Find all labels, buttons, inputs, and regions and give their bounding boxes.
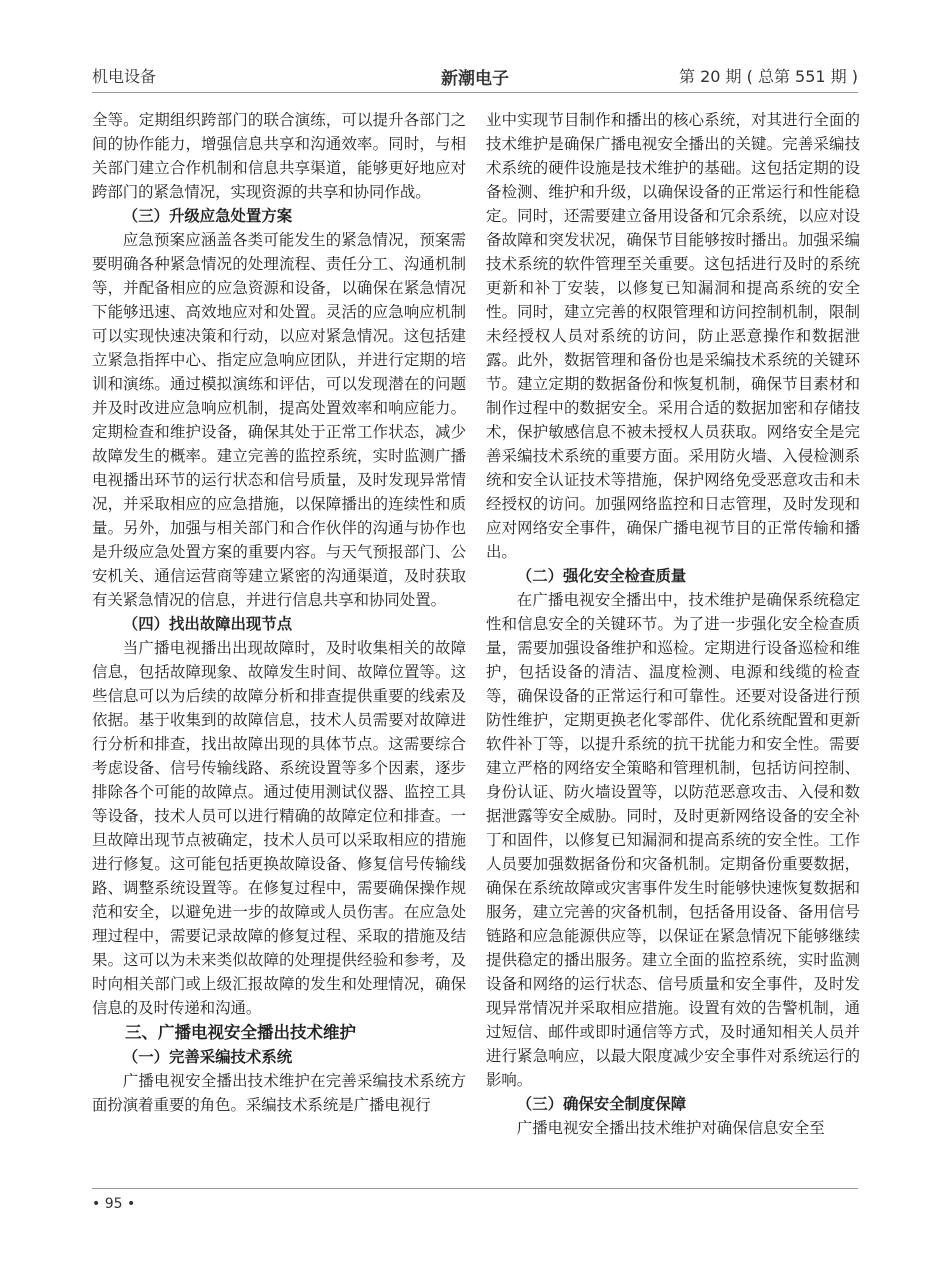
paragraph: 当广播电视播出出现故障时，及时收集相关的故障信息，包括故障现象、故障发生时间、故障位置等。这些信息可以为后续的故障分析和排查提供重要的线索及依据。基于收集到的故障信息，技术人员需要对故障进行分析和排查，找出故障出现的具体节点。这需要综合考虑设备、信号传输线路、系统设置等多个因素，逐步排除各个可能的故障点。通过使用测试仪器、监控工具等设备，技术人员可以进行精确的故障定位和排查。一旦故障出现节点被确定，技术人员可以采取相应的措施进行修复。这可能包括更换故障设备、修复信号传输线路、调整系统设置等。在修复过程中，需要确保操作规范和安全，以避免进一步的故障或人员伤害。在应急处理过程中，需要记录故障的修复过程、采取的措施及结果。这可以为未来类似故障的处理提供经验和参考，及时向相关部门或上级汇报故障的发生和处理情况，确保信息的及时传递和沟通。: [92, 639, 466, 1017]
subsection-heading: （三）升级应急处置方案: [122, 207, 293, 225]
subsection-heading: （二）强化安全检查质量: [516, 567, 687, 585]
journal-title: 新潮电子: [441, 69, 509, 89]
footer-divider: [92, 1188, 858, 1189]
paragraph: 应急预案应涵盖各类可能发生的紧急情况，预案需要明确各种紧急情况的处理流程、责任分工、沟通机制等，并配备相应的应急资源和设备，以确保在紧急情况下能够迅速、高效地应对和处置。灵活的应急响应机制可以实现快速决策和行动，以应对紧急情况。这包括建立紧急指挥中心、指定应急响应团队，并进行定期的培训和演练。通过模拟演练和评估，可以发现潜在的问题并及时改进应急响应机制，提高处置效率和响应能力。定期检查和维护设备，确保其处于正常工作状态，减少故障发生的概率。建立完善的监控系统，实时监测广播电视播出环节的运行状态和信号质量，及时发现异常情况，并采取相应的应急措施，以保障播出的连续性和质量。另外，加强与相关部门和合作伙伴的沟通与协作也是升级应急处置方案的重要内容。与天气预报部门、公安机关、通信运营商等建立紧密的沟通渠道，及时获取有关紧急情况的信息，并进行信息共享和协同处置。: [92, 231, 466, 609]
subsection-heading: （一）完善采编技术系统: [122, 1048, 293, 1066]
paragraph: 在广播电视安全播出中，技术维护是确保系统稳定性和信息安全的关键环节。为了进一步强化安全检查质量，需要加强设备维护和巡检。定期进行设备巡检和维护，包括设备的清洁、温度检测、电源和线缆的检查等，确保设备的正常运行和可靠性。还要对设备进行预防性维护，定期更换老化零部件、优化系统配置和更新软件补丁等，以提升系统的抗干扰能力和安全性。需要建立严格的网络安全策略和管理机制，包括访问控制、身份认证、防火墙设置等，以防范恶意攻击、入侵和数据泄露等安全威胁。同时，及时更新网络设备的安全补丁和固件，以修复已知漏洞和提高系统的安全性。工作人员要加强数据备份和灾备机制。定期备份重要数据，确保在系统故障或灾害事件发生时能够快速恢复数据和服务，建立完善的灾备机制，包括备用设备、备用信号链路和应急能源供应等，以保证在紧急情况下能够继续提供稳定的播出服务。建立全面的监控系统，实时监测设备和网络的运行状态、信号质量和安全事件，及时发现异常情况并采取相应措施。设置有效的告警机制，通过短信、邮件或即时通信等方式，及时通知相关人员并进行紧急响应，以最大限度减少安全事件对系统运行的影响。: [486, 591, 860, 1089]
paragraph: 业中实现节目制作和播出的核心系统，对其进行全面的技术维护是确保广播电视安全播出的关键。完善采编技术系统的硬件设施是技术维护的基础。这包括定期的设备检测、维护和升级，以确保设备的正常运行和性能稳定。同时，还需要建立备用设备和冗余系统，以应对设备故障和突发状况，确保节目能够按时播出。加强采编技术系统的软件管理至关重要。这包括进行及时的系统更新和补丁安装，以修复已知漏洞和提高系统的安全性。同时，建立完善的权限管理和访问控制机制，限制未经授权人员对系统的访问，防止恶意操作和数据泄露。此外，数据管理和备份也是采编技术系统的关键环节。建立定期的数据备份和恢复机制，确保节目素材和制作过程中的数据安全。采用合适的数据加密和存储技术，保护敏感信息不被未授权人员获取。网络安全是完善采编技术系统的重要方面。采用防火墙、入侵检测系统和安全认证技术等措施，保护网络免受恶意攻击和未经授权的访问。加强网络监控和日志管理，及时发现和应对网络安全事件，确保广播电视节目的正常传输和播出。: [486, 111, 860, 561]
left-column: [92, 108, 466, 1117]
section-heading: 三、广播电视安全播出技术维护: [125, 1023, 356, 1042]
paragraph: 广播电视安全播出技术维护对确保信息安全至: [516, 1119, 825, 1137]
subsection-heading: （三）确保安全制度保障: [516, 1095, 687, 1113]
paragraph: 广播电视安全播出技术维护在完善采编技术系统方面扮演着重要的角色。采编技术系统是广播电视行: [92, 1072, 466, 1114]
issue-label: 第 20 期 ( 总第 551 期 ): [679, 67, 858, 86]
page-number: • 95 •: [92, 1196, 136, 1212]
paragraph: 全等。定期组织跨部门的联合演练，可以提升各部门之间的协作能力，增强信息共享和沟通效率。同时，与相关部门建立合作机制和信息共享渠道，能够更好地应对跨部门的紧急情况，实现资源的共享和协同作战。: [92, 111, 466, 201]
running-header: [92, 62, 858, 93]
section-label: 机电设备: [92, 67, 157, 86]
subsection-heading: （四）找出故障出现节点: [122, 615, 293, 633]
right-column: [486, 108, 860, 1140]
